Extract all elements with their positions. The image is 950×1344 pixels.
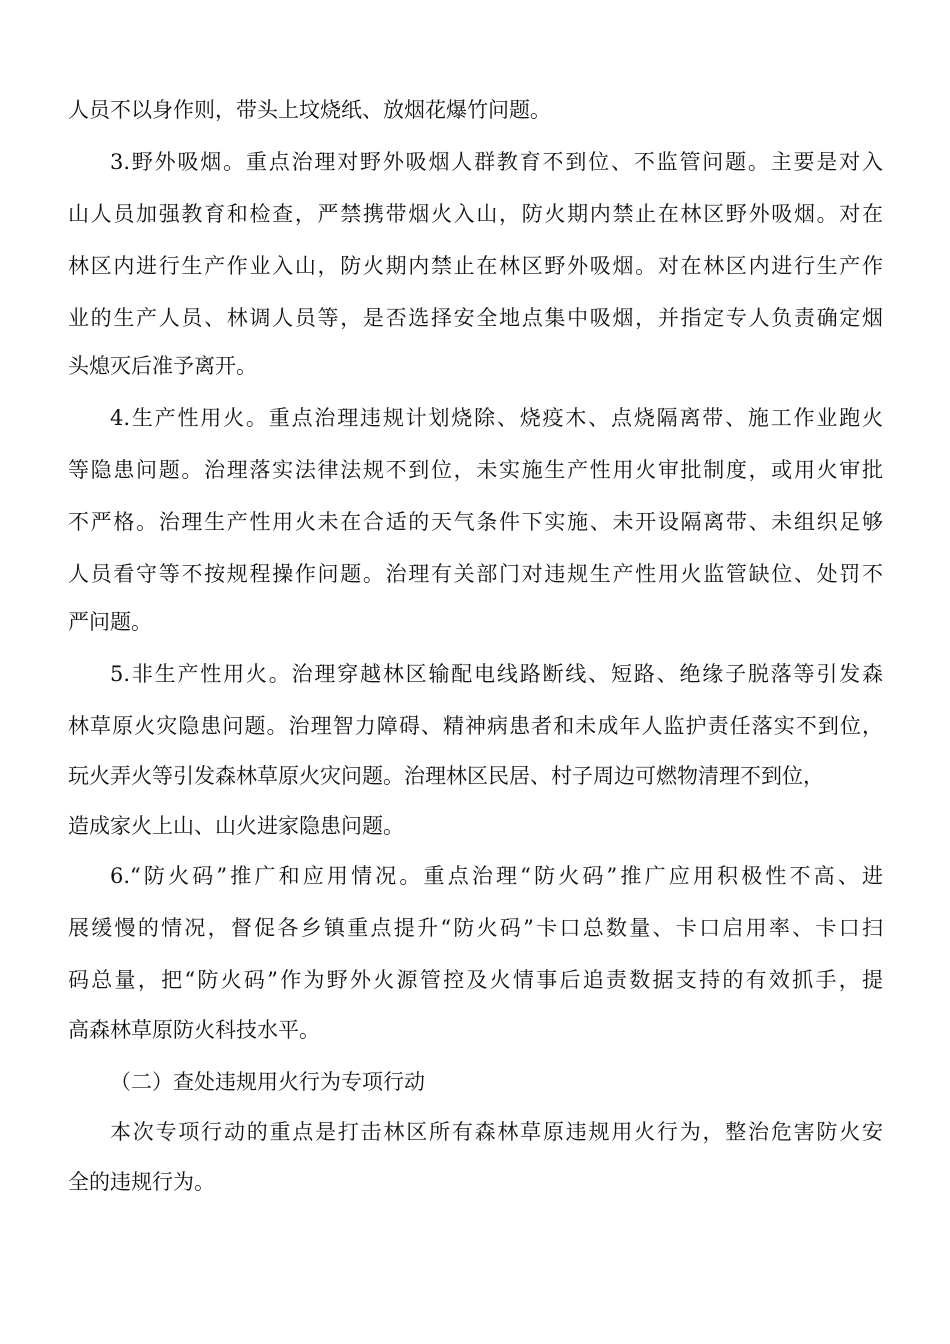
- text-line: 码总量，把“防火码”作为野外火源管控及火情事后追责数据支持的有效抓手，提: [68, 968, 883, 992]
- text-line: 不严格。治理生产性用火未在合适的天气条件下实施、未开设隔离带、未组织足够: [68, 510, 883, 534]
- text-line: 3.野外吸烟。重点治理对野外吸烟人群教育不到位、不监管问题。主要是对入: [110, 150, 883, 174]
- text-line: 林区内进行生产作业入山，防火期内禁止在林区野外吸烟。对在林区内进行生产作: [68, 254, 883, 278]
- text-line: 全的违规行为。: [68, 1170, 215, 1194]
- text-line: 严问题。: [68, 610, 152, 634]
- text-line: 高森林草原防火科技水平。: [68, 1018, 320, 1042]
- text-line: 业的生产人员、林调人员等，是否选择安全地点集中吸烟，并指定专人负责确定烟: [68, 306, 883, 330]
- text-line: 等隐患问题。治理落实法律法规不到位，未实施生产性用火审批制度，或用火审批: [68, 458, 883, 482]
- text-line: 5.非生产性用火。治理穿越林区输配电线路断线、短路、绝缘子脱落等引发森: [110, 662, 883, 686]
- text-line: 6.“防火码”推广和应用情况。重点治理“防火码”推广应用积极性不高、进: [110, 864, 883, 888]
- text-line: 林草原火灾隐患问题。治理智力障碍、精神病患者和未成年人监护责任落实不到位，: [68, 714, 883, 738]
- text-line: 山人员加强教育和检查，严禁携带烟火入山，防火期内禁止在林区野外吸烟。对在: [68, 202, 883, 226]
- text-line: 展缓慢的情况，督促各乡镇重点提升“防火码”卡口总数量、卡口启用率、卡口扫: [68, 916, 883, 940]
- text-line: 造成家火上山、山火进家隐患问题。: [68, 814, 404, 838]
- text-line: 玩火弄火等引发森林草原火灾问题。治理林区民居、村子周边可燃物清理不到位，: [68, 764, 824, 788]
- text-line: 人员不以身作则，带头上坟烧纸、放烟花爆竹问题。: [68, 98, 551, 122]
- text-line: 本次专项行动的重点是打击林区所有森林草原违规用火行为，整治危害防火安: [110, 1120, 883, 1144]
- section-heading: （二）查处违规用火行为专项行动: [110, 1070, 425, 1094]
- text-line: 头熄灭后准予离开。: [68, 354, 257, 378]
- text-line: 人员看守等不按规程操作问题。治理有关部门对违规生产性用火监管缺位、处罚不: [68, 562, 883, 586]
- text-line: 4.生产性用火。重点治理违规计划烧除、烧疫木、点烧隔离带、施工作业跑火: [110, 406, 883, 430]
